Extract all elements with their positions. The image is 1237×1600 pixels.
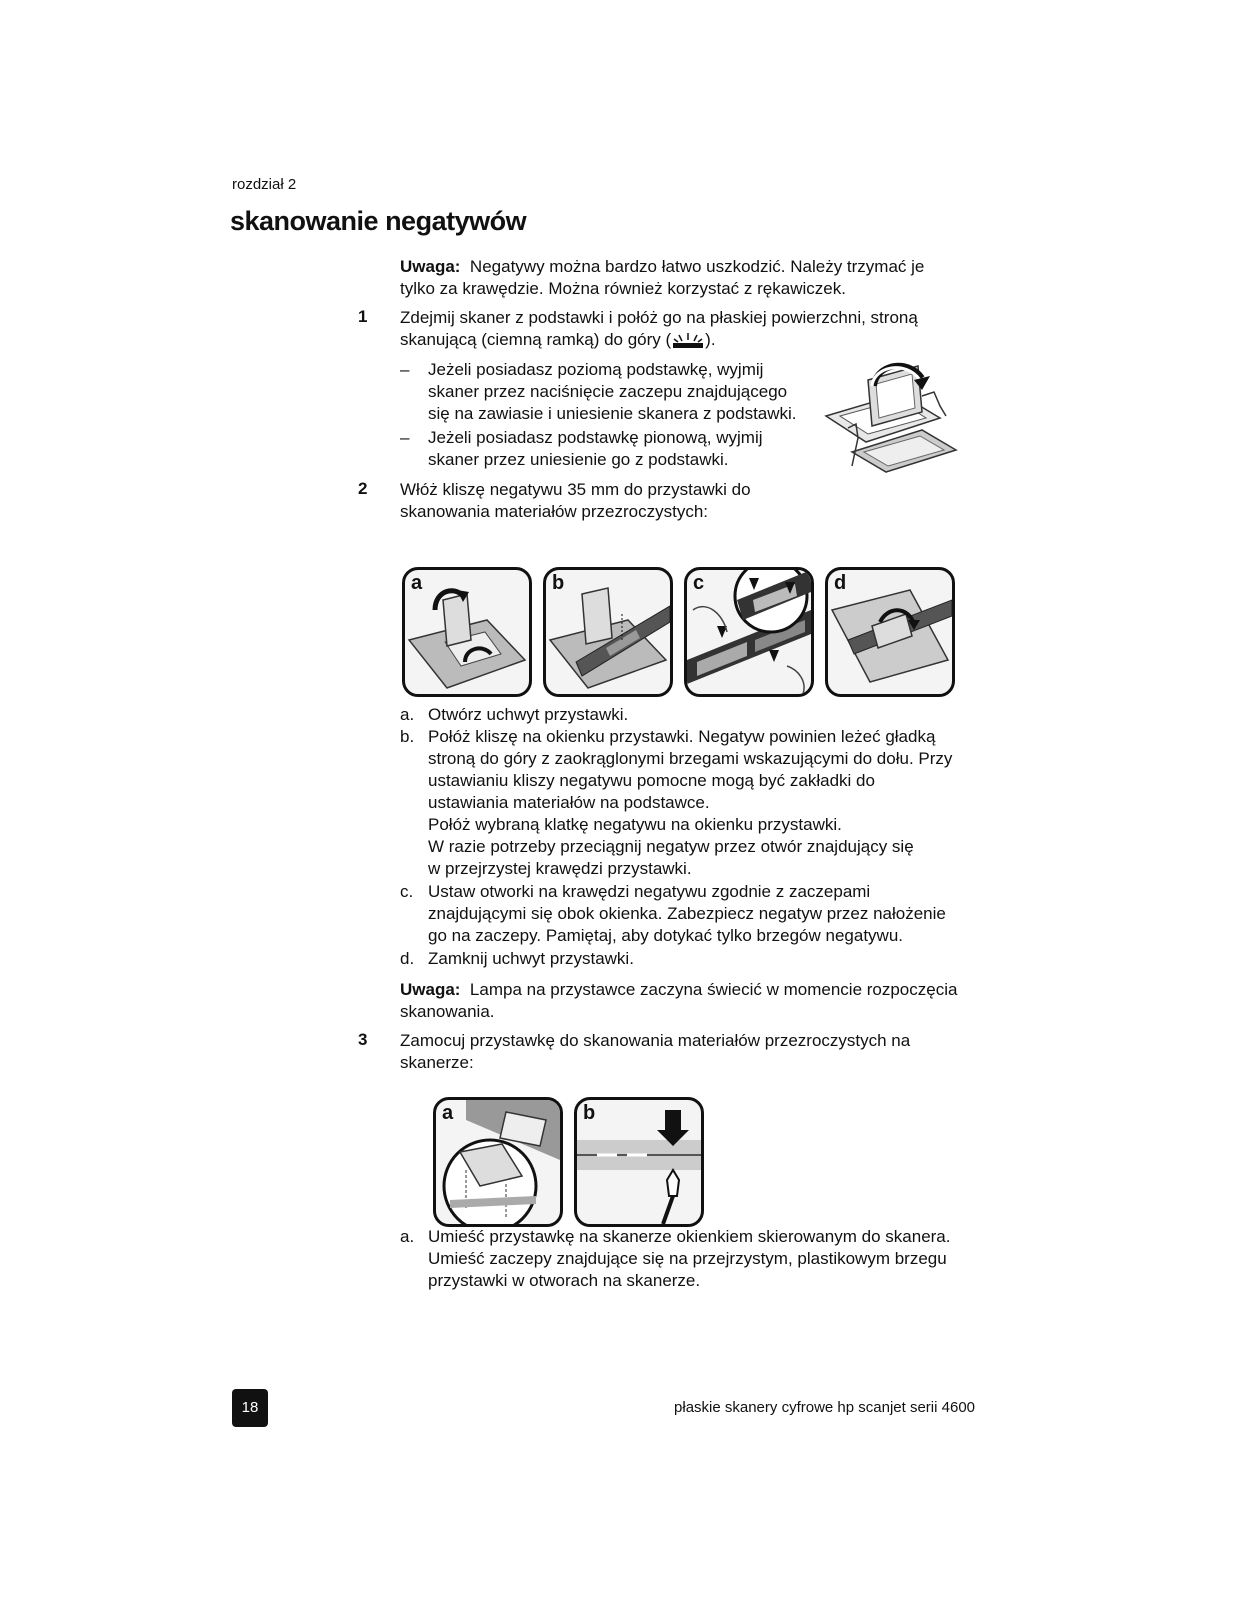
item-label: a. [400, 1227, 415, 1246]
illustration-panel-c [684, 567, 814, 697]
step-number: 2 [358, 479, 368, 498]
item-line: Umieść przystawkę na skanerze okienkiem skierowanym do skanera. [428, 1227, 951, 1246]
item-line: Zamknij uchwyt przystawki. [428, 949, 634, 968]
scan-side-up-icon [671, 332, 705, 350]
illustration-panel-b [574, 1097, 704, 1227]
item-line: Ustaw otworki na krawędzi negatywu zgodnie z zaczepami [428, 882, 871, 901]
step-text-line: ). [705, 330, 716, 349]
bullet-dash: – [400, 428, 410, 447]
page-number: 18 [232, 1389, 268, 1427]
step-text-line: skanerze: [400, 1053, 474, 1072]
note-text-line: Negatywy można bardzo łatwo uszkodzić. Należy trzymać je [469, 257, 925, 276]
connect-cable-illustration [577, 1100, 701, 1224]
footer-text: płaskie skanery cyfrowe hp scanjet serii 4600 [674, 1399, 975, 1416]
step-number: 3 [358, 1030, 368, 1049]
place-film-illustration [546, 570, 670, 694]
panel-letter: a [411, 572, 423, 594]
note-2 [400, 979, 980, 1023]
illustration-panel-a [433, 1097, 563, 1227]
panel-letter: a [442, 1102, 454, 1124]
item-line: znajdującymi się obok okienka. Zabezpiecz negatyw przez nałożenie [428, 904, 946, 923]
illustration-panel-b [543, 567, 673, 697]
item-line: przystawki w otworach na skanerze. [428, 1271, 701, 1290]
item-line: W razie potrzeby przeciągnij negatyw przez otwór znajdujący się [428, 837, 914, 856]
item-line: Umieść zaczepy znajdujące się na przejrzystym, plastikowym brzegu [428, 1249, 947, 1268]
item-b [428, 726, 988, 880]
bullet-line: skaner przez naciśnięcie zaczepu znajdującego [428, 382, 788, 401]
note-text-line: skanowania. [400, 1002, 495, 1021]
step-text-line: skanującą (ciemną ramką) do góry ( [400, 330, 672, 349]
illustration-panel-a [402, 567, 532, 697]
item-d [428, 948, 988, 970]
step-1-text [400, 307, 980, 351]
align-film-illustration [687, 570, 811, 694]
item-line: stroną do góry z zaokrąglonymi brzegami wskazującymi do dołu. Przy [428, 749, 953, 768]
bullet-line: skaner przez uniesienie go z podstawki. [428, 450, 729, 469]
step-3-text [400, 1030, 980, 1074]
item-line: ustawiania materiałów na podstawce. [428, 793, 710, 812]
bullet-1 [428, 359, 797, 425]
attach-adapter-illustration [436, 1100, 560, 1224]
step-text-line: Włóż kliszę negatywu 35 mm do przystawki do [400, 480, 751, 499]
item-line: w przejrzystej krawędzi przystawki. [428, 859, 692, 878]
page-title: skanowanie negatywów [230, 206, 527, 236]
item-label: d. [400, 949, 415, 968]
bullet-dash: – [400, 360, 410, 379]
panel-letter: c [693, 572, 705, 594]
panel-letter: b [552, 572, 565, 594]
item-line: Otwórz uchwyt przystawki. [428, 705, 629, 724]
note-label: Uwaga: [400, 980, 461, 999]
panel-letter: b [583, 1102, 596, 1124]
step-text-line: Zdejmij skaner z podstawki i połóż go na płaskiej powierzchni, stroną [400, 308, 918, 327]
step-2-text [400, 479, 980, 523]
item-label: b. [400, 727, 415, 746]
item-c [428, 881, 988, 947]
close-holder-illustration [828, 570, 952, 694]
item-line: Połóż wybraną klatkę negatywu na okienku przystawki. [428, 815, 842, 834]
panel-letter: d [834, 572, 847, 594]
item-line: Połóż kliszę na okienku przystawki. Negatyw powinien leżeć gładką [428, 727, 936, 746]
note-1 [400, 256, 980, 300]
item-line: ustawianiu kliszy negatywu pomocne mogą być zakładki do [428, 771, 875, 790]
item-label: a. [400, 705, 415, 724]
item-line: go na zaczepy. Pamiętaj, aby dotykać tylko brzegów negatywu. [428, 926, 903, 945]
step-text-line: Zamocuj przystawkę do skanowania materiałów przezroczystych na [400, 1031, 911, 1050]
note-text-line: Lampa na przystawce zaczyna świecić w momencie rozpoczęcia [469, 980, 958, 999]
bullet-line: się na zawiasie i uniesienie skanera z podstawki. [428, 404, 797, 423]
bullet-line: Jeżeli posiadasz poziomą podstawkę, wyjmij [428, 360, 764, 379]
scanner-lift-illustration [822, 356, 958, 474]
bullet-2 [428, 427, 763, 471]
step-number: 1 [358, 307, 368, 326]
bullet-line: Jeżeli posiadasz podstawkę pionową, wyjmij [428, 428, 763, 447]
illustration-panel-d [825, 567, 955, 697]
step-text-line: skanowania materiałów przezroczystych: [400, 502, 709, 521]
open-holder-illustration [405, 570, 529, 694]
chapter-label: rozdział 2 [232, 176, 297, 193]
note-label: Uwaga: [400, 257, 461, 276]
item-a [428, 1226, 988, 1292]
item-label: c. [400, 882, 414, 901]
item-a [428, 704, 988, 726]
note-text-line: tylko za krawędzie. Można również korzystać z rękawiczek. [400, 279, 846, 298]
